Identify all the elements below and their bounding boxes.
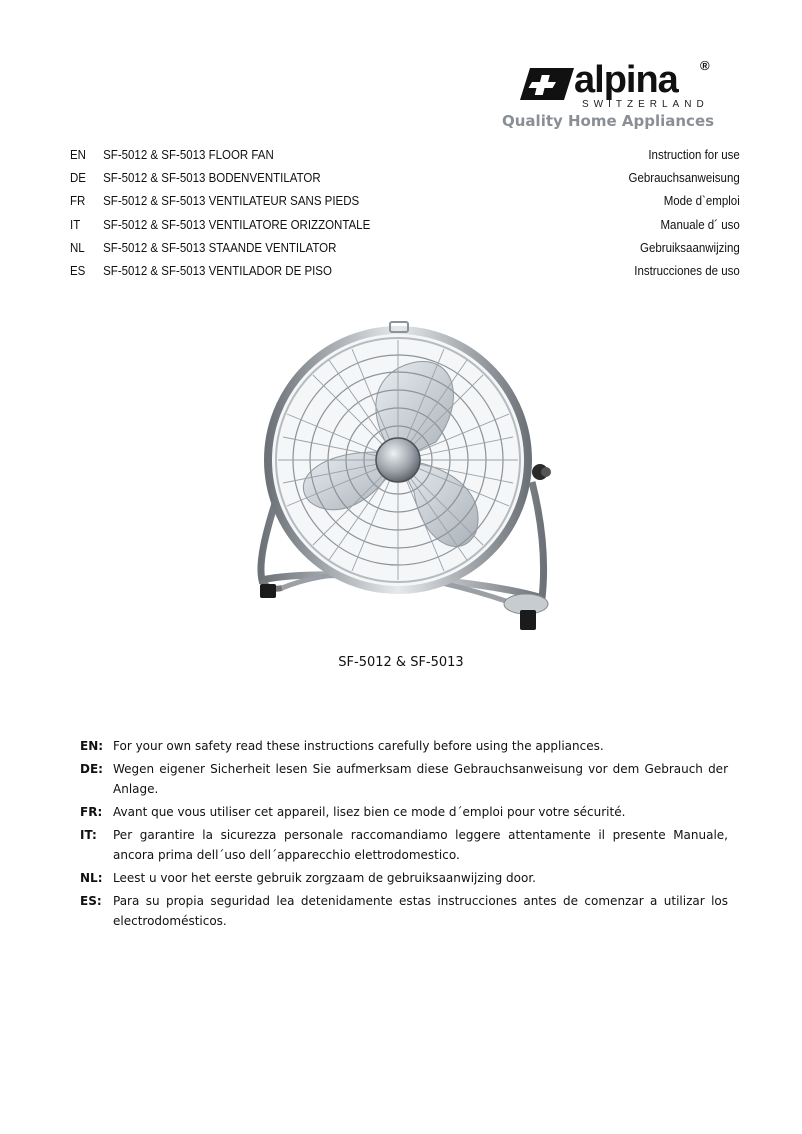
title-row-es	[70, 262, 740, 285]
brand-country: SWITZERLAND	[582, 99, 709, 110]
language-code: DE	[70, 171, 86, 186]
brand-name: alpina	[574, 59, 678, 101]
product-name: SF-5012 & SF-5013 BODENVENTILATOR	[103, 171, 321, 186]
manual-label: Gebrauchsanweisung	[628, 171, 740, 186]
title-row-it	[70, 216, 740, 239]
language-code: FR	[70, 194, 86, 209]
language-title-list	[70, 146, 740, 285]
note-language-code: DE:	[80, 762, 103, 776]
note-text: Leest u voor het eerste gebruik zorgzaam de gebruiksaanwijzing door.	[113, 871, 536, 885]
product-caption: SF-5012 & SF-5013	[338, 655, 464, 670]
note-language-code: IT:	[80, 828, 97, 842]
safety-notes	[80, 736, 728, 934]
note-en	[80, 736, 728, 756]
note-text: For your own safety read these instructions carefully before using the appliances.	[113, 739, 604, 753]
note-de	[80, 759, 728, 799]
swiss-cross-logo-icon	[518, 66, 574, 102]
floor-fan-image	[226, 312, 582, 652]
product-name: SF-5012 & SF-5013 FLOOR FAN	[103, 148, 274, 162]
note-text: Avant que vous utiliser cet appareil, lisez bien ce mode d´emploi pour votre sécurité.	[113, 805, 626, 819]
registered-mark: ®	[700, 58, 710, 73]
note-it	[80, 825, 728, 865]
note-text: Per garantire la sicurezza personale raccomandiamo leggere attentamente il presente Manuale, ancora prima dell´uso dell´apparecchio elettrodomestico.	[113, 828, 728, 862]
note-language-code: EN:	[80, 739, 104, 753]
language-code: ES	[70, 263, 86, 278]
note-language-code: NL:	[80, 871, 103, 885]
manual-label: Mode d`emploi	[663, 194, 740, 209]
language-code: IT	[70, 217, 81, 232]
title-row-fr	[70, 192, 740, 215]
note-text: Wegen eigener Sicherheit lesen Sie aufmerksam diese Gebrauchsanweisung vor dem Gebrauch der Anlage.	[113, 762, 728, 796]
language-code: EN	[70, 148, 86, 162]
brand-logo	[502, 56, 740, 136]
note-es	[80, 891, 728, 931]
note-fr	[80, 802, 728, 822]
manual-label: Gebruiksaanwijzing	[640, 240, 740, 255]
note-text: Para su propia seguridad lea detenidamente estas instrucciones antes de comenzar a utilizar los electrodomésticos.	[113, 894, 728, 928]
note-language-code: ES:	[80, 894, 102, 908]
brand-tagline: Quality Home Appliances	[502, 112, 715, 130]
title-row-nl	[70, 239, 740, 262]
language-code: NL	[70, 240, 85, 255]
product-name: SF-5012 & SF-5013 VENTILATORE ORIZZONTALE	[103, 217, 371, 232]
note-nl	[80, 868, 728, 888]
manual-label: Instruction for use	[648, 148, 740, 162]
title-row-en	[70, 146, 740, 169]
product-name: SF-5012 & SF-5013 STAANDE VENTILATOR	[103, 240, 337, 255]
manual-label: Manuale d´ uso	[660, 217, 740, 232]
manual-label: Instrucciones de uso	[634, 263, 740, 278]
product-name: SF-5012 & SF-5013 VENTILATEUR SANS PIEDS	[103, 194, 360, 209]
note-language-code: FR:	[80, 805, 103, 819]
product-name: SF-5012 & SF-5013 VENTILADOR DE PISO	[103, 263, 332, 278]
title-row-de	[70, 169, 740, 192]
